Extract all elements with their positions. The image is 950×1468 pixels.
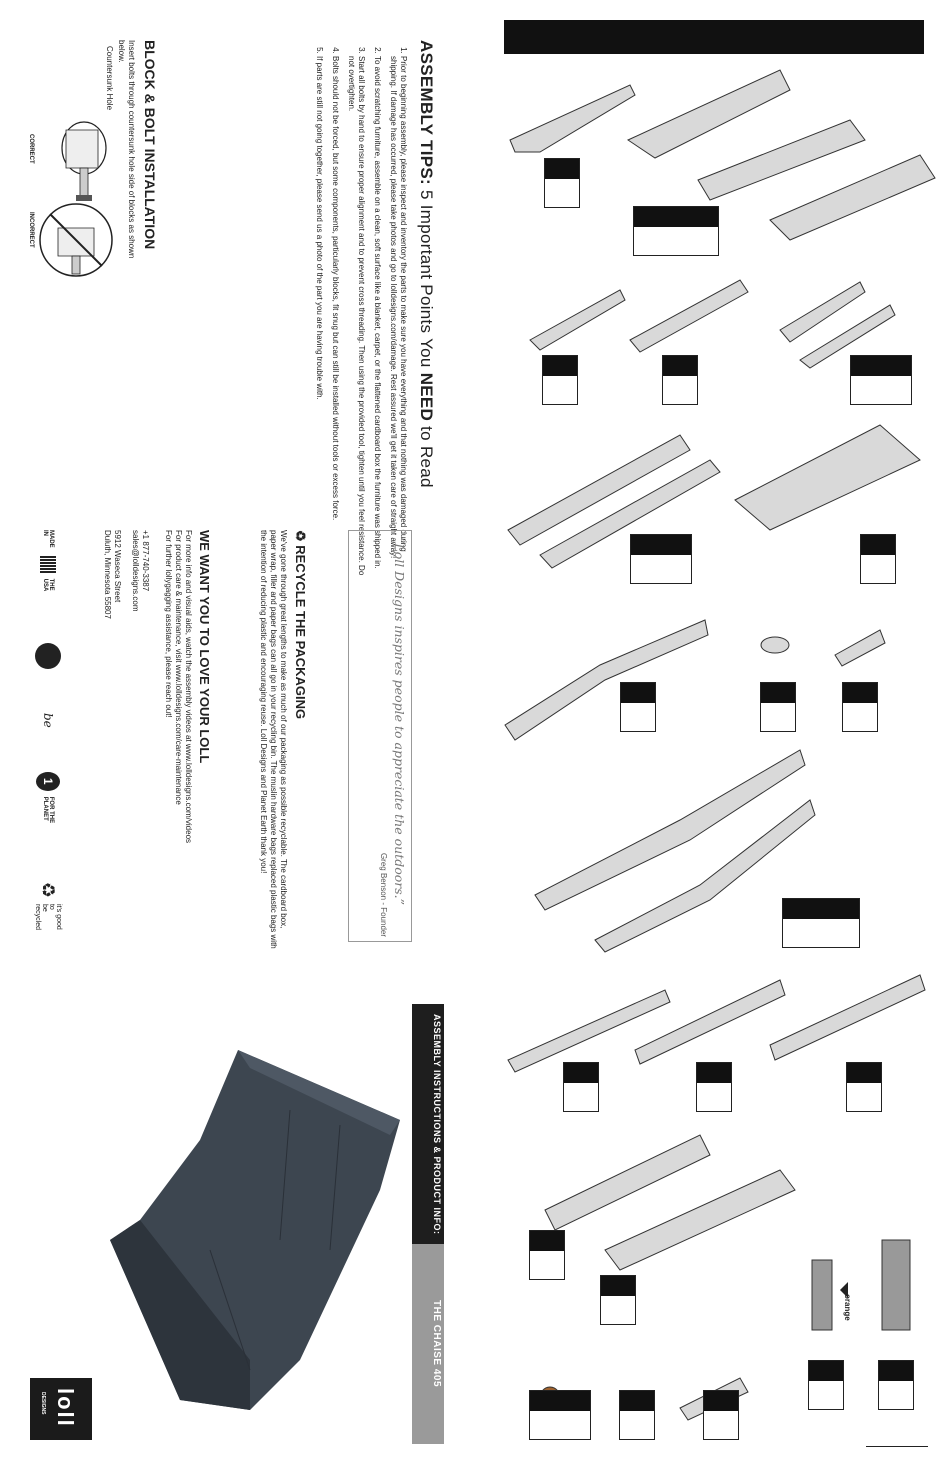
- part-label: [542, 355, 578, 405]
- one-percent-logo: 1 FOR THE PLANET: [36, 772, 60, 838]
- band-label: ASSEMBLY INSTRUCTIONS & PRODUCT INFO:: [432, 1014, 442, 1235]
- part-label: [563, 1062, 599, 1112]
- part-drawing: [770, 975, 925, 1060]
- contact-block: [102, 530, 150, 730]
- address-line: Duluth, Minnesota 55807: [103, 530, 112, 619]
- love-line: For further lollygagging assistance, please reach out!: [164, 530, 173, 718]
- part-drawing: [505, 620, 708, 740]
- tip-item: 4. Bolts should not be forced, but some components, particularly blocks, fit snug but can still be installed without tools or excess force.: [330, 56, 340, 580]
- quote-author: Greg Benson - Founder: [379, 852, 388, 937]
- short-bolt-icon: [812, 1260, 832, 1330]
- part-label: [619, 1390, 655, 1440]
- chaise-render: [110, 1040, 400, 1410]
- loll-logo: loll DESIGNS: [30, 1378, 92, 1440]
- be-original-logo: be: [41, 712, 55, 728]
- one-percent-icon: 1: [36, 772, 60, 791]
- tip-item: 2. To avoid scratching furniture, assemble on a clean, soft surface like a blanket, carpet, or the flattened cardboard box the furniture was shipped in.: [372, 56, 382, 580]
- address-line: 5912 Waseca Street: [113, 530, 122, 603]
- part-label: [703, 1390, 739, 1440]
- long-bolt-icon: [882, 1240, 910, 1330]
- usa-map-icon: [40, 556, 56, 573]
- part-drawing: [510, 85, 635, 152]
- part-label: [630, 534, 692, 584]
- recycle-icon: ♻: [38, 881, 59, 898]
- made-in-usa-logo: MADE IN THE USA: [42, 530, 54, 592]
- part-drawing: [635, 980, 785, 1064]
- parts-header-bar: [504, 20, 924, 54]
- tip-item: 1. Prior to beginning assembly, please inspect and inventory the parts to make sure you have everything and that nothing was damaged during shipping. If damage has occurred, please take photos and go to lolldesigns.com/damage. Rest assured we'll get it taken care of straight away!: [388, 56, 408, 580]
- part-drawing: [698, 120, 865, 200]
- love-line: For product care & maintenance, visit www.lolldesigns.com/care-maintenance: [174, 530, 183, 805]
- block-bolt-text: Insert bolts through countersunk hole side of blocks as shown below.: [117, 40, 136, 259]
- cradle-icon: [35, 643, 61, 669]
- countersunk-hole-label: Countersunk Hole: [105, 46, 114, 111]
- part-label: [529, 1230, 565, 1280]
- part-label: [850, 355, 912, 405]
- quote-text: “Loll Designs inspires people to appreciate the outdoors.”: [392, 537, 407, 906]
- part-label: [529, 1390, 591, 1440]
- love-line: For more info and visual aids, watch the assembly videos at www.lolldesigns.com/videos: [184, 530, 193, 844]
- bolt-note: orange: [843, 1294, 852, 1321]
- part-label: [782, 898, 860, 948]
- part-drawing: [530, 290, 625, 350]
- part-label: [860, 534, 896, 584]
- part-drawing: [735, 425, 920, 530]
- part-label: [600, 1275, 636, 1325]
- part-label: [544, 158, 580, 208]
- part-label: [842, 682, 878, 732]
- recycle-icon: ♻: [293, 530, 308, 546]
- product-name: THE CHAISE 405: [431, 1300, 442, 1388]
- assembly-tips: [308, 40, 436, 580]
- love-title: WE WANT YOU TO LOVE YOUR LOLL: [197, 530, 212, 764]
- part-label: [620, 682, 656, 732]
- incorrect-diagram: [36, 200, 116, 280]
- correct-label: CORRECT: [28, 134, 34, 164]
- part-label: [760, 682, 796, 732]
- part-label: [846, 1062, 882, 1112]
- block-bolt-title: BLOCK & BOLT INSTALLATION: [142, 40, 158, 250]
- title-band: [412, 1004, 444, 1444]
- assembly-tips-heading: ASSEMBLY TIPS: 5 Important Points You NEED to Read: [417, 40, 436, 488]
- part-label: [878, 1360, 914, 1410]
- part-drawing: [630, 280, 748, 352]
- incorrect-label: INCORRECT: [28, 212, 34, 248]
- correct-block-icon: [62, 122, 106, 201]
- love-section: [163, 530, 212, 950]
- recycle-text: We've gone through great lengths to make as much of our packaging as possible recyclable. The cardboard box, paper wrap, filler and paper bags can all go in your recycling bin. The muslin hardware bags replaced plastic bags with the intention of reducing plastic and encouraging reuse. Loll Designs and Planet Earth thank you!: [259, 530, 288, 949]
- recycle-section: [258, 530, 308, 950]
- part-drawing: [761, 637, 789, 653]
- tips-list: [314, 40, 408, 580]
- quote-box: [348, 530, 412, 942]
- part-label: [662, 355, 698, 405]
- logo-row: [34, 530, 62, 930]
- page-rule: [866, 1446, 928, 1447]
- part-drawing: [535, 750, 805, 910]
- part-label: [633, 206, 719, 256]
- part-drawing: [770, 155, 935, 240]
- tip-item: 3. Start all bolts by hand to ensure proper alignment and to prevent cross threading. Then using the provided tool, tighten until you feel resistance. Do not overtighten.: [346, 56, 366, 580]
- part-label: [808, 1360, 844, 1410]
- tip-item: 5. If parts are still not going together, please send us a photo of the part you are having trouble with.: [314, 56, 324, 580]
- email: sales@lolldesigns.com: [131, 530, 140, 612]
- part-label: [696, 1062, 732, 1112]
- recycle-title: ♻ RECYCLE THE PACKAGING: [293, 530, 308, 720]
- recycled-logo: ♻ it's good to be recycled: [34, 881, 62, 931]
- cradle-logo: [35, 643, 61, 669]
- part-drawing: [628, 70, 790, 158]
- phone: +1 877-740-3387: [141, 530, 150, 592]
- part-drawing: [835, 630, 885, 666]
